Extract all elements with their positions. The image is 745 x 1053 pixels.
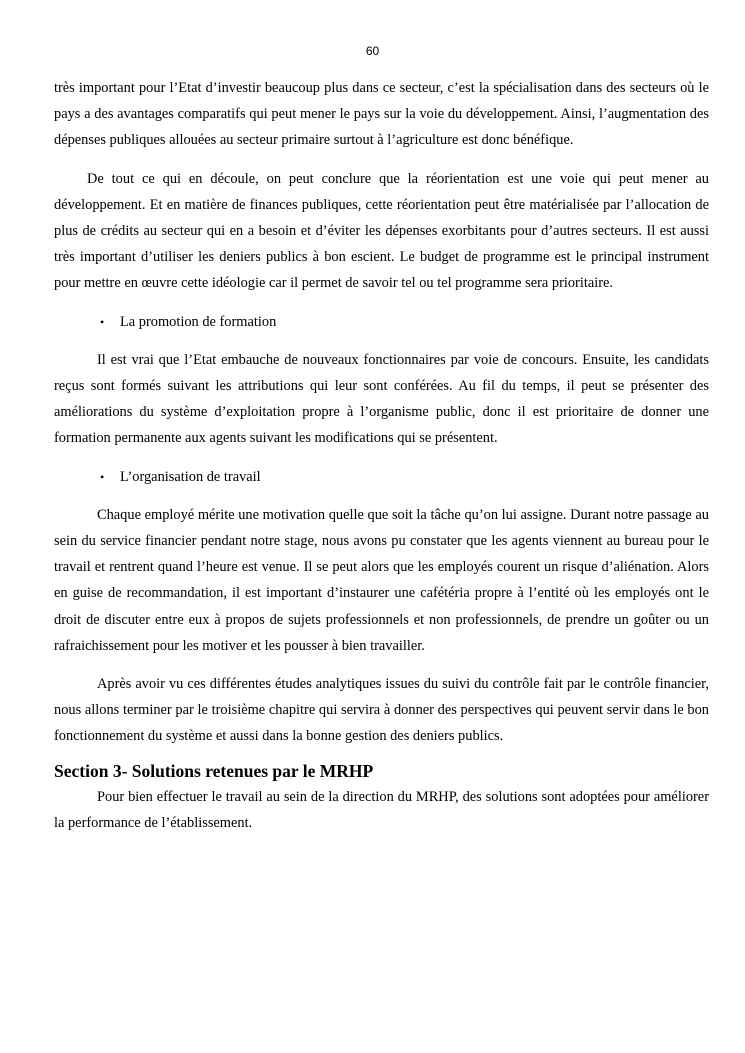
bullet-icon: • bbox=[100, 314, 105, 329]
section-heading: Section 3- Solutions retenues par le MRHP bbox=[54, 760, 374, 781]
paragraph-section-intro: Pour bien effectuer le travail au sein de la direction du MRHP, des solutions sont adoptées pour améliorer la performance de l’établissement. bbox=[54, 788, 709, 831]
paragraph-conclusion: De tout ce qui en découle, on peut conclure que la réorientation est une voie qui peut mener au développement. Et en matière de finances publiques, cette réorientation peut être matérialisée par l’allocation de plus de crédits au secteur qui en a besoin et d’éviter les dépenses exorbitants pour d’autres secteurs. Il est aussi très important d’utiliser les deniers publics à bon escient. Le budget de programme est le principal instrument pour mettre en œuvre cette idéologie car il permet de savoir tel ou tel programme sera prioritaire. bbox=[54, 170, 709, 292]
bullet-label: L’organisation de travail bbox=[120, 468, 261, 485]
paragraph-continuation: très important pour l’Etat d’investir beaucoup plus dans ce secteur, c’est la spécialisation dans des secteurs où le pays a des avantages comparatifs qui peut mener le pays sur la voie du développement. Ainsi, l’augmentation des dépenses publiques allouées au secteur primaire surtout à l’agriculture est donc bénéfique. bbox=[54, 80, 709, 149]
paragraph-organisation: Chaque employé mérite une motivation quelle que soit la tâche qu’on lui assigne. Durant notre passage au sein du service financier pendant notre stage, nous avons pu constater que les agents viennent au bureau pour le travail et rentrent quand l’heure est venue. Il se peut alors que les employés courent un risque d’aliénation. Alors en guise de recommandation, il est important d’instaurer une cafétéria propre à l’entité où les employés ont le droit de discuter entre eux à propos de sujets professionnels et non professionnels, de prendre un goûter ou un rafraichissement pour les motiver et les pousser à bien travailler. bbox=[54, 506, 709, 654]
bullet-icon: • bbox=[100, 469, 105, 484]
paragraph-formation: Il est vrai que l’Etat embauche de nouveaux fonctionnaires par voie de concours. Ensuite, les candidats reçus sont formés suivant les attributions qui leur sont conférées. Au fil du temps, il peut se présenter des améliorations du système d’exploitation propre à l’organisme public, donc il est prioritaire de donner une formation permanente aux agents suivant les modifications qui se présentent. bbox=[54, 351, 709, 447]
page-number: 60 bbox=[365, 44, 380, 58]
bullet-item-organisation bbox=[54, 464, 709, 490]
paragraph-transition: Après avoir vu ces différentes études analytiques issues du suivi du contrôle fait par le contrôle financier, nous allons terminer par le troisième chapitre qui servira à donner des perspectives qui peuvent servir dans le bon fonctionnement du système et aussi dans la bonne gestion des deniers publics. bbox=[54, 676, 709, 745]
body-text bbox=[54, 75, 709, 836]
bullet-item-formation bbox=[54, 309, 709, 335]
bullet-label: La promotion de formation bbox=[120, 313, 277, 330]
